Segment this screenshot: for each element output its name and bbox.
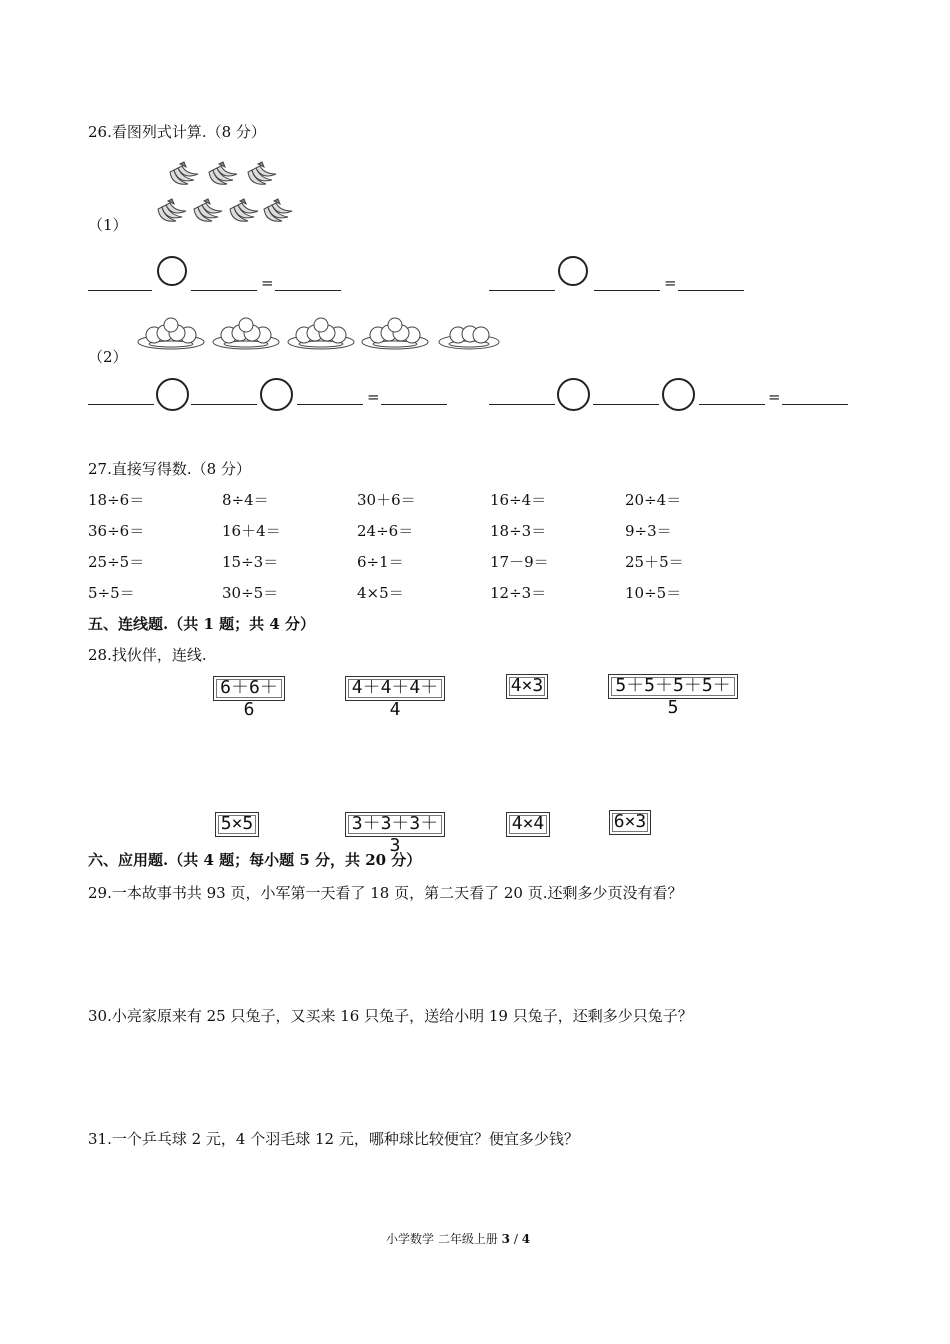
banana-bunch-icon xyxy=(244,158,278,192)
calc-item: 5÷5＝ xyxy=(88,584,135,602)
q26-title: 26.看图列式计算.（8 分） xyxy=(88,123,266,141)
calc-item: 36÷6＝ xyxy=(88,522,145,540)
calc-item: 9÷3＝ xyxy=(625,522,672,540)
plate-of-buns-icon xyxy=(211,316,281,352)
calc-item: 25÷5＝ xyxy=(88,553,145,571)
calc-item: 15÷3＝ xyxy=(222,553,279,571)
calc-item: 25＋5＝ xyxy=(625,553,684,571)
q26-part2-label: （2） xyxy=(88,348,128,366)
answer-blank[interactable] xyxy=(88,404,154,405)
q31-text: 31.一个乒乓球 2 元，4 个羽毛球 12 元，哪种球比较便宜？便宜多少钱？ xyxy=(88,1130,579,1148)
operator-circle[interactable] xyxy=(558,256,588,286)
q27-title: 27.直接写得数.（8 分） xyxy=(88,460,251,478)
calc-item: 16÷4＝ xyxy=(490,491,547,509)
match-box-bottom[interactable]: 3＋3＋3＋3 xyxy=(345,812,445,837)
plate-of-buns-icon xyxy=(436,320,502,352)
answer-blank[interactable] xyxy=(699,404,765,405)
match-box-top[interactable]: 4＋4＋4＋4 xyxy=(345,676,445,701)
page-footer xyxy=(386,1230,530,1247)
calc-item: 24÷6＝ xyxy=(357,522,414,540)
banana-bunch-icon xyxy=(226,195,260,229)
banana-bunch-icon xyxy=(154,195,188,229)
operator-circle[interactable] xyxy=(156,378,189,411)
plate-of-buns-icon xyxy=(360,316,430,352)
banana-bunch-icon xyxy=(166,158,200,192)
answer-blank[interactable] xyxy=(489,404,555,405)
equals-sign: = xyxy=(261,274,274,292)
match-box-bottom[interactable]: 5×5 xyxy=(215,812,259,837)
answer-blank[interactable] xyxy=(191,404,257,405)
calc-item: 16＋4＝ xyxy=(222,522,281,540)
banana-bunch-icon xyxy=(205,158,239,192)
q28-title: 28.找伙伴，连线. xyxy=(88,646,207,664)
match-box-bottom[interactable]: 4×4 xyxy=(506,812,550,837)
plate-of-buns-icon xyxy=(136,316,206,352)
match-box-top[interactable]: 5＋5＋5＋5＋5 xyxy=(608,674,738,699)
calc-item: 18÷3＝ xyxy=(490,522,547,540)
answer-blank[interactable] xyxy=(594,290,660,291)
calc-item: 30÷5＝ xyxy=(222,584,279,602)
operator-circle[interactable] xyxy=(260,378,293,411)
footer-page: 3 xyxy=(501,1232,511,1246)
banana-bunch-icon xyxy=(260,195,294,229)
answer-blank[interactable] xyxy=(381,404,447,405)
operator-circle[interactable] xyxy=(662,378,695,411)
answer-blank[interactable] xyxy=(297,404,363,405)
section5-title: 五、连线题.（共 1 题；共 4 分） xyxy=(88,615,315,633)
equals-sign: = xyxy=(664,274,677,292)
calc-item: 17－9＝ xyxy=(490,553,549,571)
match-box-bottom[interactable]: 6×3 xyxy=(609,810,651,835)
answer-blank[interactable] xyxy=(489,290,555,291)
operator-circle[interactable] xyxy=(557,378,590,411)
equals-sign: = xyxy=(768,388,781,406)
operator-circle[interactable] xyxy=(157,256,187,286)
answer-blank[interactable] xyxy=(88,290,152,291)
footer-total: 4 xyxy=(521,1232,531,1246)
answer-blank[interactable] xyxy=(593,404,659,405)
calc-item: 12÷3＝ xyxy=(490,584,547,602)
answer-blank[interactable] xyxy=(678,290,744,291)
calc-item: 8÷4＝ xyxy=(222,491,269,509)
calc-item: 4×5＝ xyxy=(357,584,404,602)
answer-blank[interactable] xyxy=(191,290,257,291)
calc-item: 30＋6＝ xyxy=(357,491,416,509)
footer-text: 小学数学 二年级上册 xyxy=(386,1232,498,1246)
plate-of-buns-icon xyxy=(286,316,356,352)
match-box-top[interactable]: 6＋6＋6 xyxy=(213,676,285,701)
calc-item: 10÷5＝ xyxy=(625,584,682,602)
q30-text: 30.小亮家原来有 25 只兔子，又买来 16 只兔子，送给小明 19 只兔子，还剩多少只兔子？ xyxy=(88,1007,693,1025)
q26-part1-label: （1） xyxy=(88,216,128,234)
calc-item: 20÷4＝ xyxy=(625,491,682,509)
calc-item: 6÷1＝ xyxy=(357,553,404,571)
match-box-top[interactable]: 4×3 xyxy=(506,674,548,699)
q29-text: 29.一本故事书共 93 页，小军第一天看了 18 页，第二天看了 20 页.还剩多少页没有看？ xyxy=(88,884,683,902)
calc-item: 18÷6＝ xyxy=(88,491,145,509)
banana-bunch-icon xyxy=(190,195,224,229)
footer-sep: / xyxy=(513,1232,518,1246)
answer-blank[interactable] xyxy=(782,404,848,405)
equals-sign: = xyxy=(367,388,380,406)
answer-blank[interactable] xyxy=(275,290,341,291)
section6-title: 六、应用题.（共 4 题；每小题 5 分，共 20 分） xyxy=(88,851,422,869)
